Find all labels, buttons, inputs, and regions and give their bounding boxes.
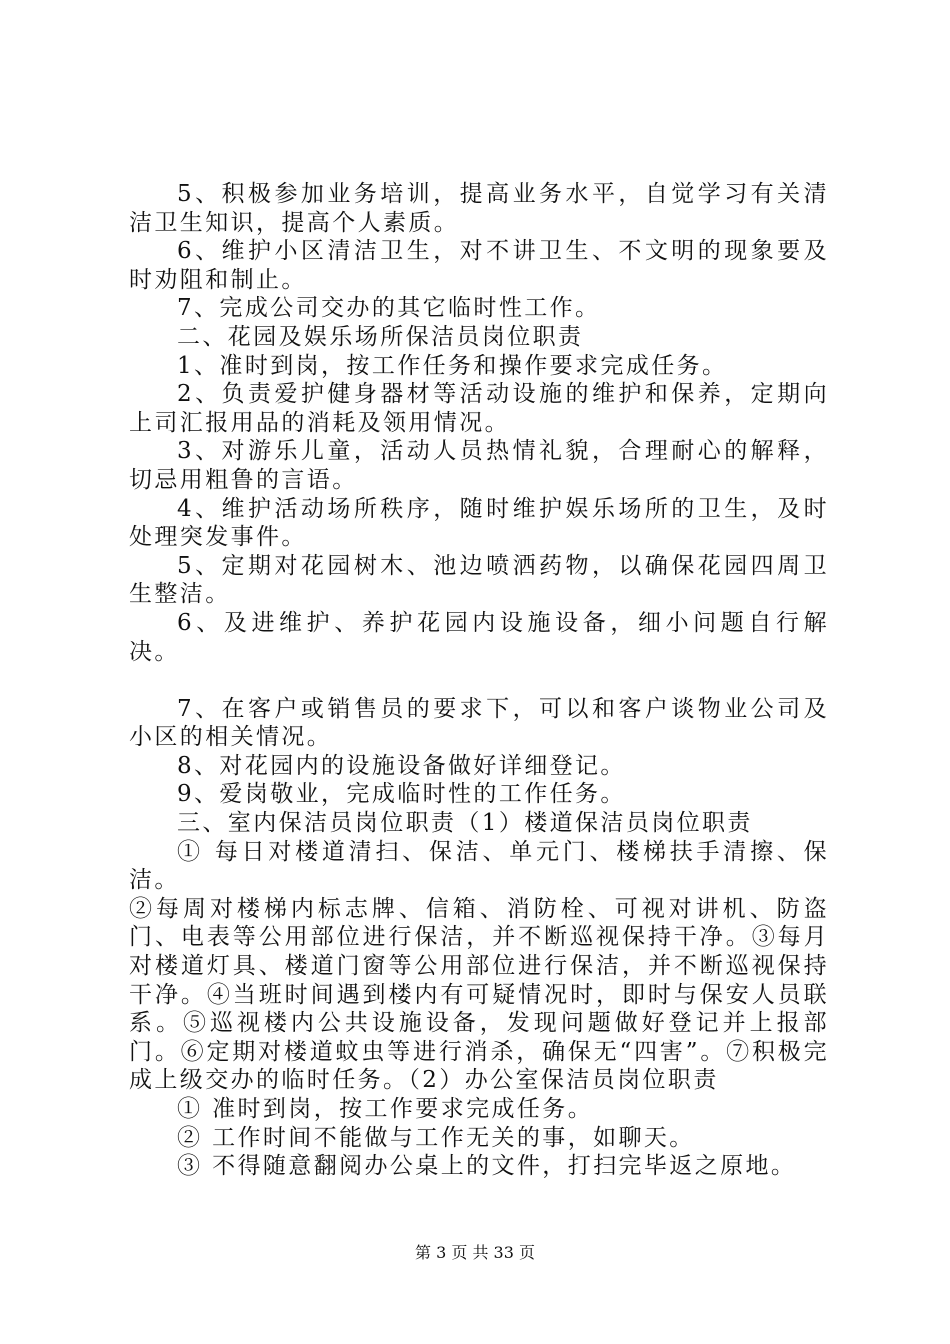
paragraph-item-4-order: 4、维护活动场所秩序，随时维护娱乐场所的卫生，及时处理突发事件。 [129,495,829,551]
blank-line [129,666,829,695]
paragraph-stairway-daily: ① 每日对楼道清扫、保洁、单元门、楼梯扶手清擦、保洁。 [129,838,829,894]
paragraph-item-5-spraying: 5、定期对花园树木、池边喷洒药物，以确保花园四周卫生整洁。 [129,552,829,608]
paragraph-item-1-on-time: 1、准时到岗，按工作任务和操作要求完成任务。 [177,352,728,379]
paragraph-item-7-other-work: 7、完成公司交办的其它临时性工作。 [177,295,601,322]
paragraph-item-2-equipment: 2、负责爱护健身器材等活动设施的维护和保养，定期向上司汇报用品的消耗及领用情况。 [129,381,829,436]
document-body [129,180,829,1181]
paragraph-stairway-duties: ②每周对楼梯内标志牌、信箱、消防栓、可视对讲机、防盗门、电表等公用部位进行保洁，并不断巡视保持干净。③每月对楼道灯具、楼道门窗等公用部位进行保洁，并不断巡视保持干净。④当班时间遇到楼内有可疑情况时，即时与保安人员联系。⑤巡视楼内公共设施设备，发现问题做好登记并上报部门。⑥定期对楼道蚊虫等进行消杀，确保无“四害”。⑦积极完成上级交办的临时任务。（2）办公室保洁员岗位职责 [129,895,829,1094]
section-heading-indoor: 三、室内保洁员岗位职责（1）楼道保洁员岗位职责 [177,810,753,837]
paragraph-office-no-chatting: ② 工作时间不能做与工作无关的事，如聊天。 [177,1124,695,1151]
paragraph-item-8-registration: 8、对花园内的设施设备做好详细登记。 [177,752,626,779]
paragraph-item-7-client: 7、在客户或销售员的要求下，可以和客户谈物业公司及小区的相关情况。 [129,695,829,751]
paragraph-office-no-browsing: ③ 不得随意翻阅办公桌上的文件，打扫完毕返之原地。 [177,1153,797,1180]
paragraph-item-6-maintenance: 6、及进维护、养护花园内设施设备，细小问题自行解决。 [129,609,829,665]
paragraph-office-on-time: ① 准时到岗，按工作要求完成任务。 [177,1096,594,1122]
section-heading-garden: 二、花园及娱乐场所保洁员岗位职责 [177,323,584,350]
paragraph-item-3-courtesy: 3、对游乐儿童，活动人员热情礼貌，合理耐心的解释，切忌用粗鲁的言语。 [129,438,829,493]
paragraph-item-9-dedication: 9、爱岗敬业，完成临时性的工作任务。 [177,781,626,808]
page-number-footer: 第 3 页 共 33 页 [415,1243,535,1262]
paragraph-item-6-cleanliness: 6、维护小区清洁卫生，对不讲卫生、不文明的现象要及时劝阻和制止。 [129,238,829,293]
paragraph-item-5-training: 5、积极参加业务培训，提高业务水平，自觉学习有关清洁卫生知识，提高个人素质。 [129,181,829,236]
